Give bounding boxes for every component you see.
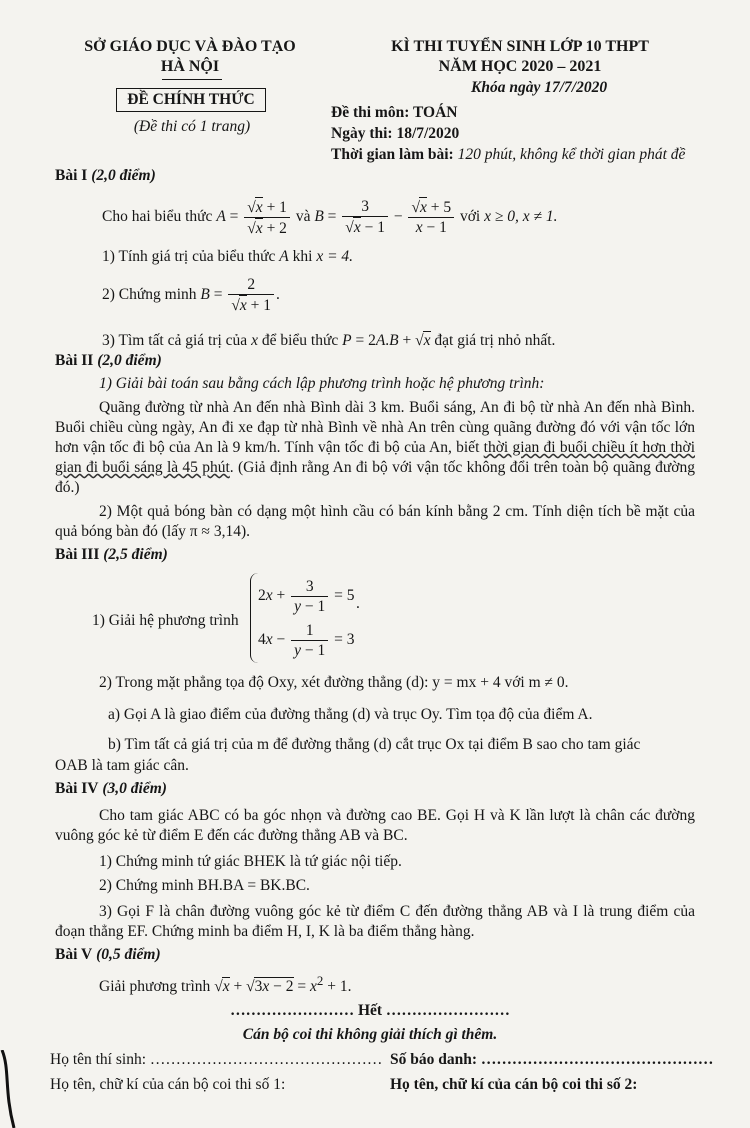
bai-1-heading (55, 167, 156, 185)
proctor-2-signature: Họ tên, chữ kí của cán bộ coi thi số 2: (390, 1076, 638, 1093)
subject-line (331, 104, 457, 122)
bai-1-q3-text: 3) Tìm tất cả giá trị của (102, 332, 248, 349)
city-name: HÀ NỘI (160, 58, 220, 75)
fraction-b2: $\frac{√x + 5}{x - 1}$ (408, 197, 454, 238)
bai-1-q3: 3) Tìm tất cả giá trị của x để biểu thức P = 2A.B + √x đạt giá trị nhỏ nhất. (102, 332, 556, 349)
bai-2-points: (2,0 điểm) (97, 352, 162, 369)
bai-5-points: (0,5 điểm) (96, 946, 161, 963)
pages-note: (Đề thi có 1 trang) (133, 118, 251, 135)
bai-1-expressions: Cho hai biểu thức A = $\frac{√x + 1}{√x + 2}$ và B = $\frac{3}{√x - 1}$ − $\frac{√x + 5}{x - 1}$ với x ≥ 0, x ≠ 1. (102, 198, 558, 237)
bai-2-p1-head: 1) Giải bài toán sau bằng cách lập phương trình hoặc hệ phương trình: (99, 375, 545, 392)
bai-4-q2: 2) Chứng minh BH.BA = BK.BC. (99, 877, 310, 894)
bai-1-q3-mid: để biểu thức (261, 332, 339, 349)
bai-5-intro: Giải phương trình (99, 978, 211, 996)
candidate-number-line: Số báo danh: ……………………………………… (390, 1051, 714, 1068)
bai-1-q1-when: khi (292, 248, 313, 265)
bai-3-qb-line2: OAB là tam giác cân. (55, 757, 189, 774)
subject-name: TOÁN (412, 104, 458, 121)
bai-1-q2-text: 2) Chứng minh (102, 286, 197, 303)
candidate-name-line: Họ tên thí sinh: ……………………………………… (50, 1051, 383, 1068)
bai-2-heading (55, 352, 162, 370)
bai-4-points: (3,0 điểm) (102, 780, 167, 797)
bai-3-q2: 2) Trong mặt phẳng tọa độ Oxy, xét đường thẳng (d): y = mx + 4 với m ≠ 0. (99, 674, 569, 691)
bai-1-title: Bài I (55, 167, 88, 184)
fraction-b1: $\frac{3}{√x - 1}$ (342, 197, 388, 238)
bai-1-condition: x ≥ 0, x ≠ 1. (484, 208, 558, 225)
course-date: Khóa ngày 17/7/2020 (471, 79, 608, 96)
time-value: 120 phút, không kể thời gian phát đề (457, 146, 686, 163)
bai-3-q1: 1) Giải hệ phương trình (92, 612, 239, 629)
bai-1-intro: Cho hai biểu thức (102, 208, 213, 225)
bai-1-q1: 1) Tính giá trị của biểu thức A khi x = 4. (102, 248, 354, 265)
system-eq-1: 2x + $\frac{3}{y - 1}$ = 5 (258, 577, 355, 615)
school-year: NĂM HỌC 2020 – 2021 (438, 58, 602, 75)
official-exam-box: ĐỀ CHÍNH THỨC (116, 88, 266, 112)
fraction-proof: $\frac{2}{√x + 1}$ (228, 275, 274, 316)
system-eq-2: 4x − $\frac{1}{y - 1}$ = 3 (258, 621, 355, 659)
exam-date: Ngày thi: 18/7/2020 (331, 125, 460, 142)
bai-4-q1: 1) Chứng minh tứ giác BHEK là tứ giác nội tiếp. (99, 853, 402, 870)
bai-1-q1-value: x = 4. (316, 248, 354, 265)
bai-1-q1-text: 1) Tính giá trị của biểu thức (102, 248, 276, 265)
department-name: SỞ GIÁO DỤC VÀ ĐÀO TẠO (84, 38, 296, 55)
bai-5-equation: Giải phương trình $√x + √3x - 2 = x^2 + 1$. (99, 973, 352, 996)
bai-5-heading (55, 946, 161, 964)
bai-4-q3: 3) Gọi F là chân đường vuông góc kẻ từ điểm C đến đường thẳng AB và I là trung điểm của đoạn thẳng EF. Chứng minh ba điểm H, I, K là ba điểm thẳng hàng. (55, 903, 695, 940)
proctor-1-signature: Họ tên, chữ kí của cán bộ coi thi số 1: (50, 1076, 286, 1093)
bai-2-title: Bài II (55, 352, 94, 369)
bai-1-q3-end: đạt giá trị nhỏ nhất. (434, 332, 556, 349)
bai-2-p1-problem (55, 398, 695, 498)
subject-label: Đề thi môn: (331, 104, 413, 121)
proctor-note: Cán bộ coi thi không giải thích gì thêm. (242, 1026, 498, 1043)
bai-1-q2: 2) Chứng minh B = $\frac{2}{√x + 1}$ . (102, 276, 280, 315)
bai-3-heading (55, 546, 168, 564)
system-dot: . (356, 595, 360, 612)
bai-3-points: (2,5 điểm) (103, 546, 168, 563)
time-label: Thời gian làm bài: (331, 146, 458, 163)
bai-3-title: Bài III (55, 546, 100, 563)
bai-4-intro: Cho tam giác ABC có ba góc nhọn và đường cao BE. Gọi H và K lần lượt là chân các đường vuông góc kẻ từ điểm E đến các đường thẳng AB và BC. (55, 807, 695, 844)
bai-5-title: Bài V (55, 946, 93, 963)
time-line (331, 146, 685, 164)
end-marker: …………………… Hết …………………… (230, 1002, 510, 1019)
exam-title: KÌ THI TUYỂN SINH LỚP 10 THPT (391, 38, 649, 55)
bai-2-p1-part-a: Quãng đường từ nhà An đến nhà Bình dài 3 km. Buổi sáng, An đi bộ từ nhà An đến nhà Bình. Buổi chiều cùng ngày, An đi xe đạp từ nhà Bình về nhà An trên cùng quãng đường đó với vận tốc lớn hơn vận tốc đi bộ của An là 9 km/h. Tính vận tốc đi bộ của An, biết (55, 399, 695, 456)
header-rule (162, 79, 222, 80)
bai-4-heading (55, 780, 167, 798)
bai-1-with: với (459, 208, 481, 225)
bai-2-p1-part-b: . (Giả định rằng An đi bộ với vận tốc không đổi trên toàn bộ quãng đường đó.) (55, 459, 696, 496)
bai-1-and: và (295, 208, 311, 225)
binding-mark (0, 1050, 18, 1128)
bai-2-p2: 2) Một quả bóng bàn có dạng một hình cầu có bán kính bằng 2 cm. Tính diện tích bề mặt của quả bóng bàn đó (lấy π ≈ 3,14). (55, 503, 695, 540)
bai-1-points: (2,0 điểm) (91, 167, 156, 184)
fraction-a: $\frac{√x + 1}{√x + 2}$ (244, 197, 290, 239)
bai-4-title: Bài IV (55, 780, 99, 797)
bai-3-qb-line1: b) Tìm tất cả giá trị của m để đường thẳng (d) cắt trục Ox tại điểm B sao cho tam giác (108, 736, 641, 753)
bai-2-p1-underlined: thời gian đi buổi chiều ít hơn thời gian đi buổi sáng là 45 phút (55, 439, 696, 476)
bai-3-qa: a) Gọi A là giao điểm của đường thẳng (d) và trục Oy. Tìm tọa độ của điểm A. (108, 706, 593, 723)
